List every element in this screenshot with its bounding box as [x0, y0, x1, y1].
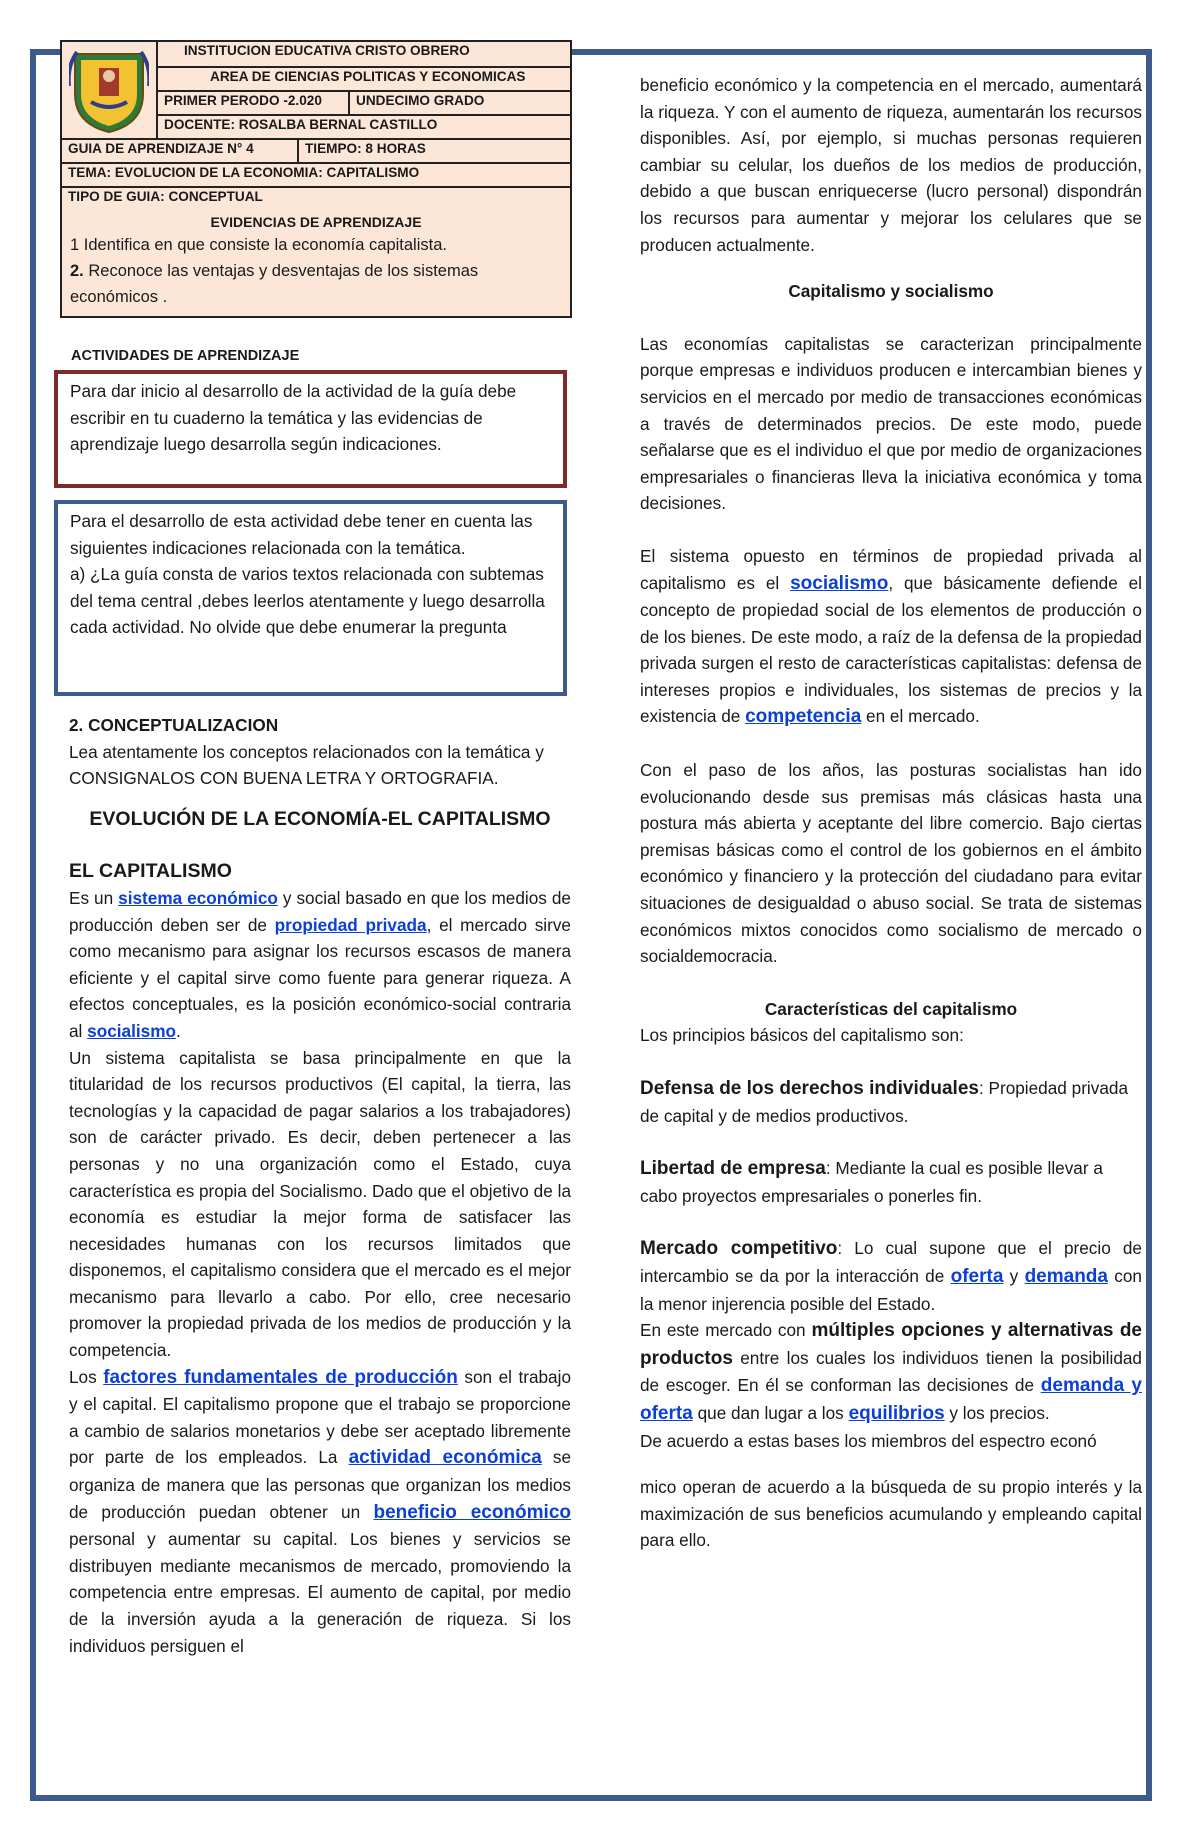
article-main-title: EVOLUCIÓN DE LA ECONOMÍA-EL CAPITALISMO [89, 807, 551, 830]
principle-derechos [640, 1075, 1142, 1129]
text-run: en el mercado. [861, 706, 980, 727]
link-demanda-oferta[interactable]: demanda y oferta [640, 1375, 1142, 1424]
evidence-2-text: Reconoce las ventajas y desventajas de los sistemas económicos . [70, 262, 479, 306]
paragraph-r4: Con el paso de los años, las posturas socialistas han ido evolucionando desde sus premisas más clásicas hasta una postura más abierta y aceptante del libre comercio. Bajo ciertas premisas básicas como el control de los gobiernos en el ámbito económico y financiero y la protección del ciudadano para evitar situaciones de desigualdad o abuso social. Se trata de sistemas económicos mixtos conocidos como socialismo de mercado o socialdemocracia. [640, 760, 1142, 967]
text-run: . [176, 1020, 181, 1041]
school-crest-icon [62, 42, 158, 138]
paragraph-r1: beneficio económico y la competencia en el mercado, aumentará la riqueza. Y con el aumento de riqueza, aumentarán los recursos disponibles. Así, por ejemplo, si muchas personas requieren cambiar su celular, los dueños de los medios de producción, debido a que buscan enriquecerse (lucro personal) dispondrán los recursos para aumentar y mejorar los celulares que se producen actualmente. [640, 75, 1142, 255]
instructions-blue-text-2: a) ¿La guía consta de varios textos relacionada con subtemas del tema central ,debes leerlos atentamente y luego desarrolla cada actividad. No olvide que debe enumerar la pregunta [70, 564, 545, 638]
guide-number: GUIA DE APRENDIZAJE N° 4 [68, 141, 254, 156]
subtitle-caracteristicas: Características del capitalismo [764, 998, 1018, 1019]
paragraph-1 [69, 885, 571, 1045]
article-section-title: EL CAPITALISMO [69, 860, 232, 883]
evidence-2 [70, 258, 562, 310]
link-actividad-economica[interactable]: actividad económica [348, 1447, 542, 1469]
principle-libertad [640, 1155, 1142, 1209]
guide-time: TIEMPO: 8 HORAS [297, 140, 570, 162]
paragraph-r11: mico operan de acuerdo a la búsqueda de su propio interés y la maximización de sus beneficios acumulando y empleando capital para ello. [640, 1477, 1142, 1551]
link-equilibrios[interactable]: equilibrios [848, 1402, 945, 1424]
text-run: y [1003, 1265, 1025, 1286]
conceptualization-text: Lea atentamente los conceptos relacionados con la temática y CONSIGNALOS CON BUENA LETRA Y ORTOGRAFIA. [69, 741, 544, 789]
instructions-blue-text-1: Para el desarrollo de esta actividad debe tener en cuenta las siguientes indicaciones relacionada con la temática. [70, 511, 533, 558]
evidence-section [62, 210, 570, 316]
text-run: : Lo cual supone que el precio de intercambio se da por la interacción de [640, 1238, 1142, 1286]
header-top [62, 42, 570, 138]
institution-name: INSTITUCION EDUCATIVA CRISTO OBRERO [184, 43, 470, 58]
principle-title: Libertad de empresa [640, 1158, 826, 1180]
evidence-2-number: 2. [70, 262, 84, 280]
link-socialismo[interactable]: socialismo [87, 1020, 176, 1041]
text-run: que dan lugar a los [692, 1402, 849, 1423]
principle-title: Mercado competitivo [640, 1238, 838, 1260]
conceptualization-title: 2. CONCEPTUALIZACION [69, 715, 279, 735]
instructions-box-blue [54, 500, 567, 696]
link-oferta[interactable]: oferta [950, 1265, 1004, 1287]
period: PRIMER PERODO -2.020 [164, 93, 322, 108]
principle-mercado [640, 1235, 1142, 1317]
paragraph-r5: Los principios básicos del capitalismo son: [640, 1025, 964, 1046]
paragraph-2: Un sistema capitalista se basa principalmente en que la titularidad de los recursos productivos (El capital, la tierra, las tecnologías y la capacidad de pagar salarios a los trabajadores) son de carácter privado. Es decir, deben pertenecer a las personas y no una organización como el Estado, cuya característica es propia del Socialismo. Dado que el objetivo de la economía es estudiar la mejor forma de satisfacer las necesidades humanas con los recursos limitados que disponemos, el capitalismo considera que el mercado es el mejor mecanismo para llevarlo a cabo. Por ello, cree necesario promover la propiedad privada de los medios de producción y la competencia. [69, 1047, 571, 1361]
link-socialismo-2[interactable]: socialismo [790, 572, 889, 594]
text-run: En este mercado con [640, 1320, 812, 1341]
bold-run: múltiples opciones y alternativas de productos [640, 1320, 1142, 1369]
evidence-title: EVIDENCIAS DE APRENDIZAJE [210, 214, 422, 230]
text-run: y los precios. [944, 1402, 1050, 1423]
paragraph-r9 [640, 1317, 1142, 1427]
paragraph-r10: De acuerdo a estas bases los miembros del espectro econó [640, 1430, 1097, 1451]
principle-title: Defensa de los derechos individuales [640, 1078, 979, 1099]
text-run: Es un [69, 887, 119, 908]
right-column [640, 72, 1142, 1554]
text-run: , que básicamente defiende el concepto de propiedad social de los elementos de producción o de los bienes. De este modo, a raíz de la defensa de la propiedad privada surgen el resto de características capitalistas: defensa de intereses propios e individuales, los sistemas de precios y la existencia de [640, 572, 1142, 727]
grade: UNDECIMO GRADO [348, 92, 570, 114]
text-run: : Mediante la cual es posible llevar a cabo proyectos empresariales o ponerles fin. [640, 1158, 1103, 1206]
guide-type: TIPO DE GUIA: CONCEPTUAL [68, 189, 263, 204]
text-run: se organiza de manera que las personas que organizan los medios de producción puedan obtener un [69, 1447, 572, 1522]
left-column [69, 712, 571, 1659]
paragraph-3 [69, 1364, 571, 1660]
guide-topic: TEMA: EVOLUCION DE LA ECONOMIA: CAPITALISMO [68, 165, 420, 180]
link-demanda[interactable]: demanda [1024, 1265, 1108, 1287]
link-propiedad-privada[interactable]: propiedad privada [274, 914, 427, 935]
evidence-1: 1 Identifica en que consiste la economía capitalista. [70, 236, 447, 254]
activities-title: ACTIVIDADES DE APRENDIZAJE [71, 348, 300, 364]
subtitle-capitalismo-socialismo: Capitalismo y socialismo [788, 281, 994, 302]
instructions-box-red [54, 370, 567, 488]
area-name: AREA DE CIENCIAS POLITICAS Y ECONOMICAS [210, 69, 526, 84]
header-table [60, 40, 572, 318]
text-run: El sistema opuesto en términos de propiedad privada al capitalismo es el [640, 545, 1142, 593]
text-run: son el trabajo y el capital. El capitalismo propone que el trabajo se proporcione a cambio de salarios monetarios y debe ser aceptado libremente por parte de los empleados. La [69, 1366, 571, 1468]
header-info [158, 42, 570, 138]
link-sistema-economico[interactable]: sistema económico [118, 887, 278, 908]
text-run: : Propiedad privada de capital y de medios productivos. [640, 1078, 1129, 1126]
paragraph-r2: Las economías capitalistas se caracterizan principalmente porque empresas e individuos producen e intercambian bienes y servicios en el mercado por medio de transacciones económicas a través de determinados precios. De este modo, puede señalarse que es el individuo el que por medio de organizaciones empresariales o financieras lleva la iniciativa económica y toma decisiones. [640, 333, 1142, 514]
teacher: DOCENTE: ROSALBA BERNAL CASTILLO [164, 117, 438, 132]
text-run: Los [69, 1366, 104, 1387]
text-run: entre los cuales los individuos tienen la posibilidad de escoger. En él se conforman las decisiones de [640, 1347, 1142, 1396]
link-competencia[interactable]: competencia [745, 706, 862, 728]
paragraph-r3 [640, 543, 1142, 731]
link-factores-produccion[interactable]: factores fundamentales de producción [103, 1366, 458, 1388]
text-run: personal y aumentar su capital. Los bienes y servicios se distribuyen mediante mecanismos de mercado, promoviendo la competencia entre empresas. El aumento de capital, por medio de la inversión ayuda a la generación de riqueza. Si los individuos persiguen el [69, 1529, 571, 1656]
instructions-red-text: Para dar inicio al desarrollo de la actividad de la guía debe escribir en tu cuaderno la temática y las evidencias de aprendizaje luego desarrolla según indicaciones. [70, 381, 517, 455]
text-run: y social basado en que los medios de producción deben ser de [69, 887, 571, 935]
link-beneficio-economico[interactable]: beneficio económico [373, 1501, 571, 1523]
text-run: con la menor injerencia posible del Estado. [640, 1265, 1142, 1314]
text-run: , el mercado sirve como mecanismo para asignar los recursos escasos de manera eficiente y el capital sirve como fuente para generar riqueza. A efectos conceptuales, es la posición económico-social contraria al [69, 914, 571, 1041]
